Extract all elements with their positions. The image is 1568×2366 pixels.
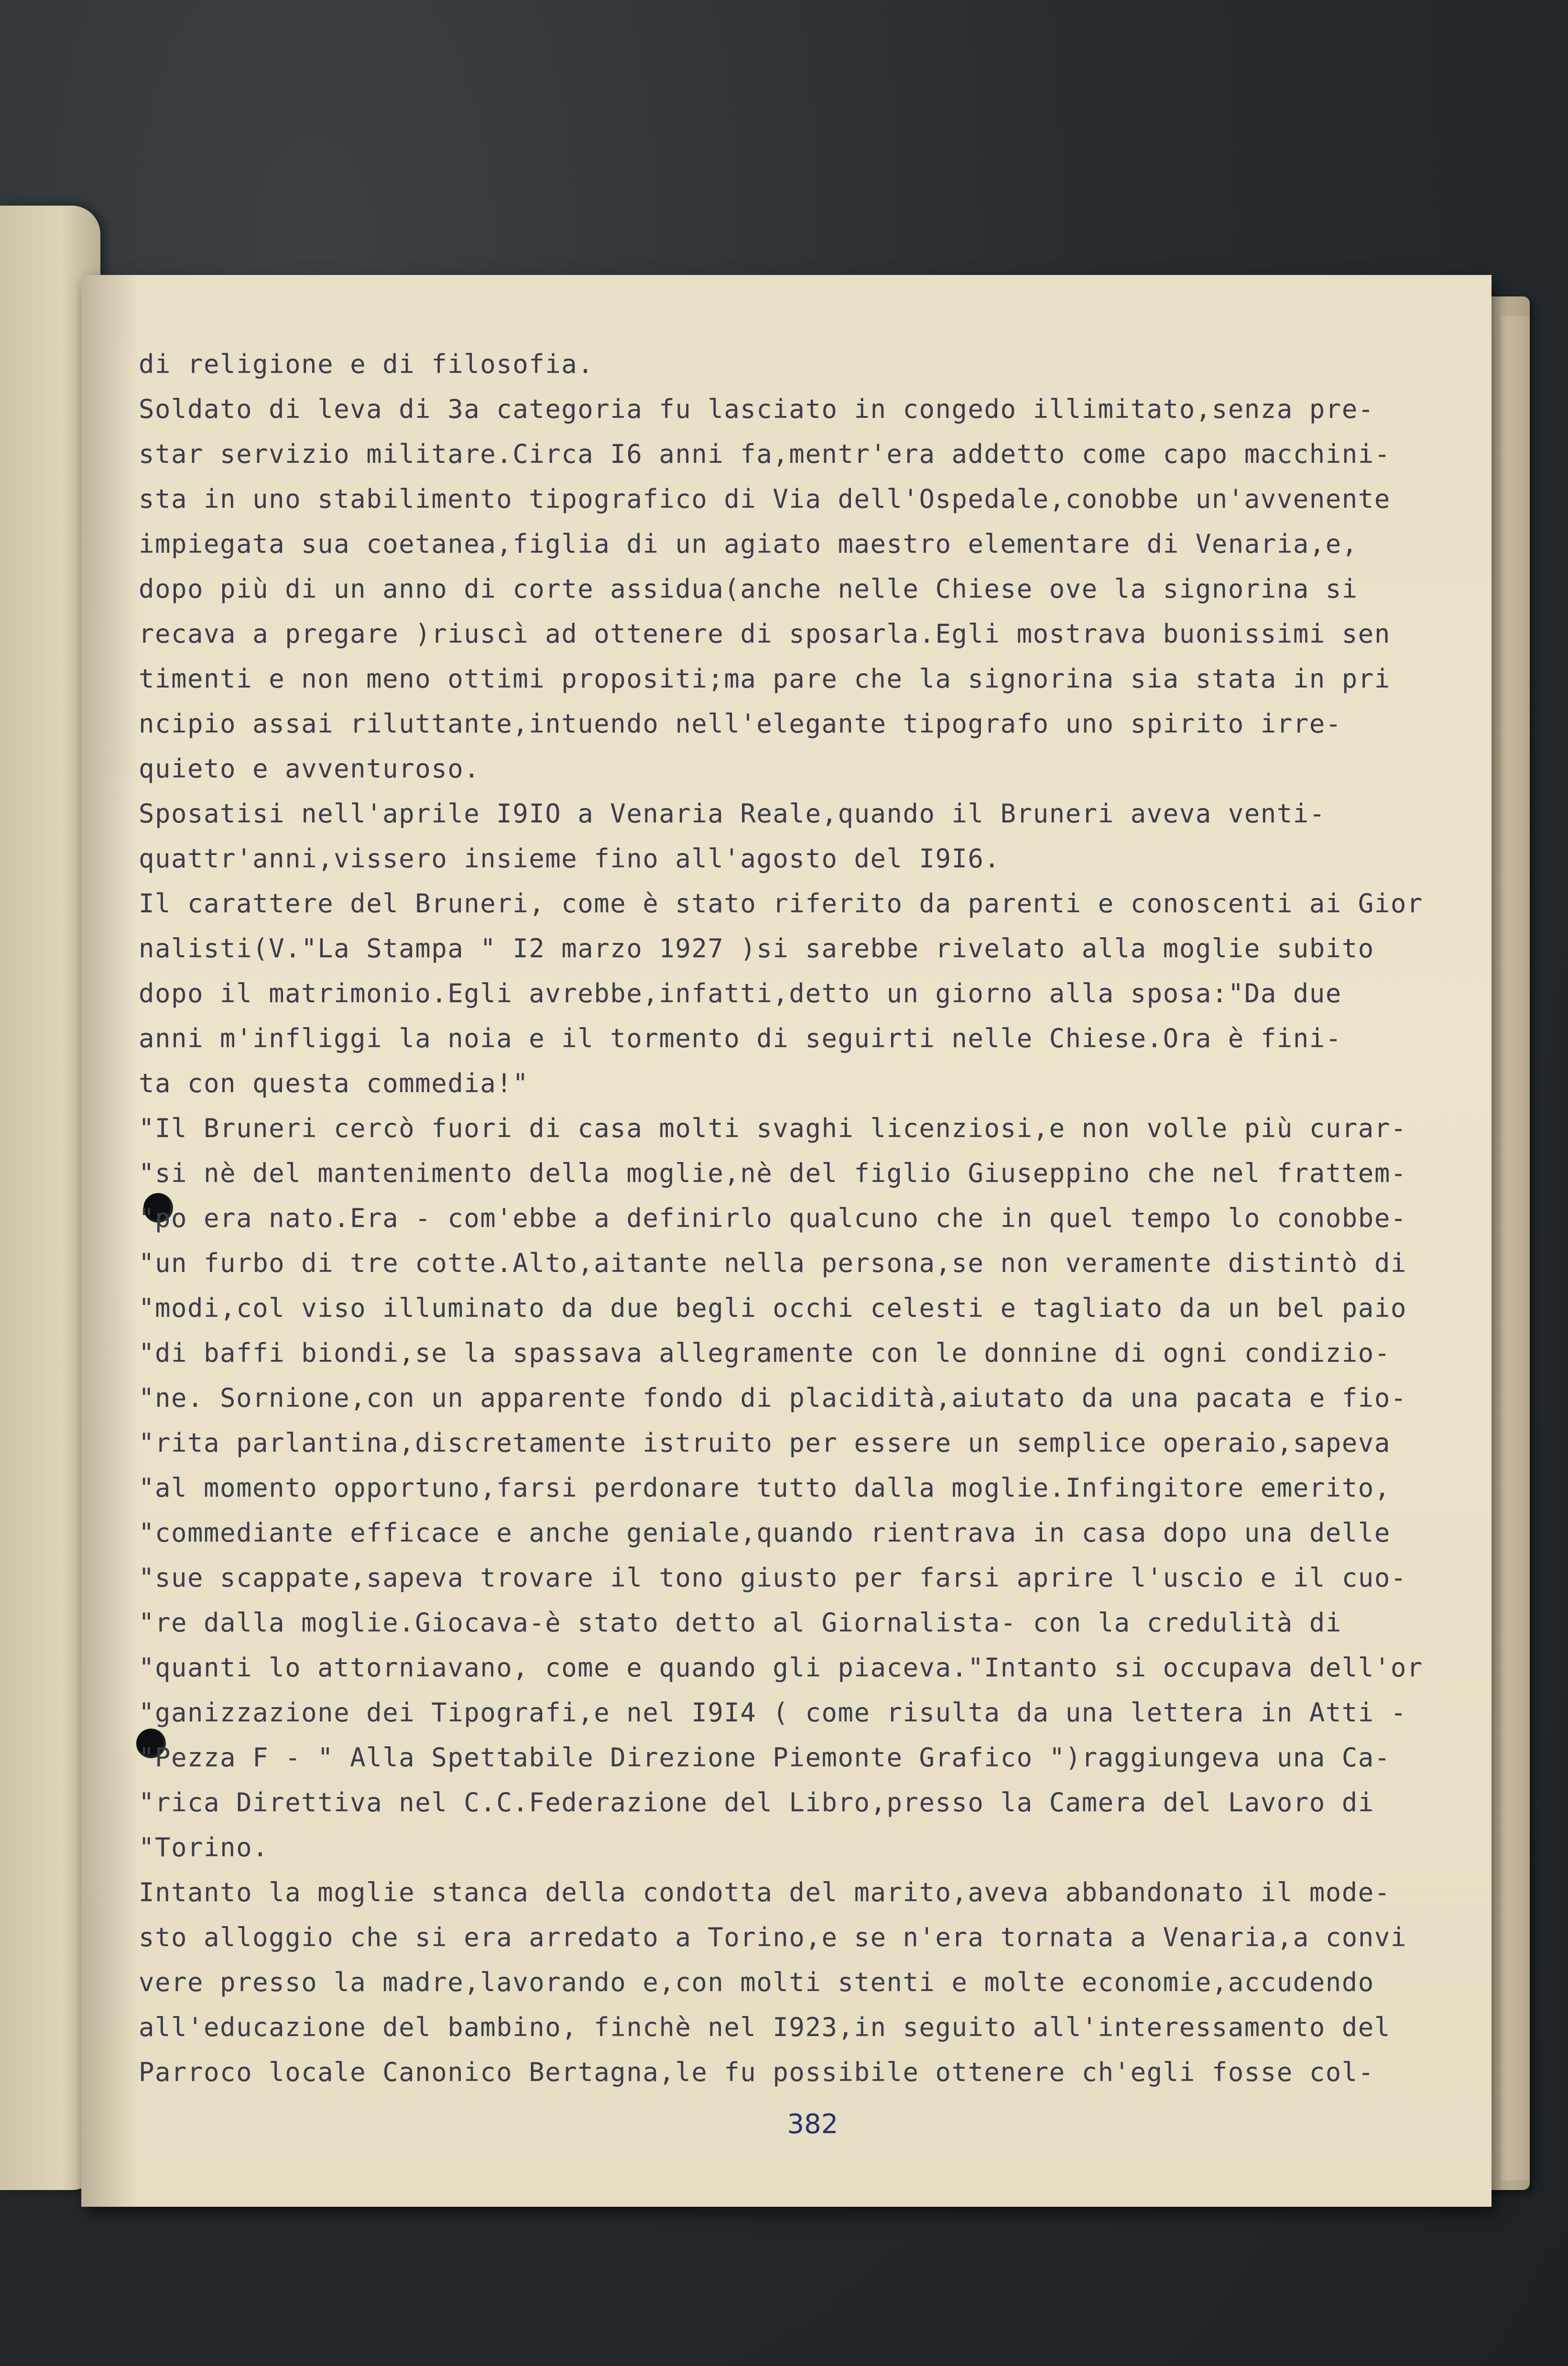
text-line: Parroco locale Canonico Bertagna,le fu possibile ottenere ch'egli fosse col- xyxy=(139,2057,1374,2087)
text-line: vere presso la madre,lavorando e,con molti stenti e molte economie,accudendo xyxy=(139,1967,1374,1997)
text-line: all'educazione del bambino, finchè nel I923,in seguito all'interessamento del xyxy=(139,2012,1391,2042)
text-line: quattr'anni,vissero insieme fino all'agosto del I9I6. xyxy=(139,843,1001,874)
page-number: 382 xyxy=(787,2109,838,2140)
text-line: sta in uno stabilimento tipografico di Via dell'Ospedale,conobbe un'avvenente xyxy=(139,484,1391,514)
text-line: "ganizzazione dei Tipografi,e nel I9I4 ( come risulta da una lettera in Atti - xyxy=(139,1698,1407,1728)
text-line: nalisti(V."La Stampa " I2 marzo 1927 )si sarebbe rivelato alla moglie subito xyxy=(139,933,1374,964)
text-line: sto alloggio che si era arredato a Torino,e se n'era tornata a Venaria,a convi xyxy=(139,1922,1407,1952)
text-line: timenti e non meno ottimi propositi;ma pare che la signorina sia stata in pri xyxy=(139,664,1391,694)
text-line: ta con questa commedia!" xyxy=(139,1068,529,1098)
text-line: ncipio assai riluttante,intuendo nell'elegante tipografo uno spirito irre- xyxy=(139,709,1342,739)
text-line: "quanti lo attorniavano, come e quando gli piaceva."Intanto si occupava dell'or xyxy=(139,1653,1423,1683)
text-line: "si nè del mantenimento della moglie,nè del figlio Giuseppino che nel frattem- xyxy=(139,1158,1407,1188)
text-line: "po era nato.Era - com'ebbe a definirlo qualcuno che in quel tempo lo conobbe- xyxy=(139,1203,1407,1233)
text-line: "sue scappate,sapeva trovare il tono giusto per farsi aprire l'uscio e il cuo- xyxy=(139,1563,1407,1593)
text-line: "Il Bruneri cercò fuori di casa molti svaghi licenziosi,e non volle più curar- xyxy=(139,1113,1407,1143)
text-line: impiegata sua coetanea,figlia di un agiato maestro elementare di Venaria,e, xyxy=(139,529,1358,559)
text-line: quieto e avventuroso. xyxy=(139,754,480,784)
text-line: "rita parlantina,discretamente istruito per essere un semplice operaio,sapeva xyxy=(139,1428,1391,1458)
text-line: dopo più di un anno di corte assidua(anche nelle Chiese ove la signorina si xyxy=(139,574,1358,604)
text-line: "di baffi biondi,se la spassava allegramente con le donnine di ogni condizio- xyxy=(139,1338,1391,1368)
text-line: "al momento opportuno,farsi perdonare tutto dalla moglie.Infingitore emerito, xyxy=(139,1473,1391,1503)
text-line: "commediante efficace e anche geniale,quando rientrava in casa dopo una delle xyxy=(139,1518,1391,1548)
text-line: anni m'infliggi la noia e il tormento di seguirti nelle Chiese.Ora è fini- xyxy=(139,1023,1342,1053)
text-line: dopo il matrimonio.Egli avrebbe,infatti,detto un giorno alla sposa:"Da due xyxy=(139,978,1342,1008)
text-line: "Pezza F - " Alla Spettabile Direzione Piemonte Grafico ")raggiungeva una Ca- xyxy=(139,1742,1391,1773)
typewritten-text xyxy=(139,342,1458,2095)
text-line: "re dalla moglie.Giocava-è stato detto al Giornalista- con la credulità di xyxy=(139,1608,1342,1638)
text-line: star servizio militare.Circa I6 anni fa,mentr'era addetto come capo macchini- xyxy=(139,439,1391,469)
text-line: Sposatisi nell'aprile I9IO a Venaria Reale,quando il Bruneri aveva venti- xyxy=(139,799,1326,829)
text-line: "rica Direttiva nel C.C.Federazione del Libro,presso la Camera del Lavoro di xyxy=(139,1787,1374,1818)
text-line: di religione e di filosofia. xyxy=(139,349,594,379)
text-line: "ne. Sornione,con un apparente fondo di placidità,aiutato da una pacata e fio- xyxy=(139,1383,1407,1413)
text-line: Intanto la moglie stanca della condotta del marito,aveva abbandonato il mode- xyxy=(139,1877,1391,1907)
text-line: "Torino. xyxy=(139,1832,269,1862)
page-stack-edge-inner xyxy=(1501,316,1530,2180)
text-line: Il carattere del Bruneri, come è stato riferito da parenti e conoscenti ai Gior xyxy=(139,888,1423,919)
text-line: recava a pregare )riuscì ad ottenere di sposarla.Egli mostrava buonissimi sen xyxy=(139,619,1391,649)
text-line: "un furbo di tre cotte.Alto,aitante nella persona,se non veramente distintò di xyxy=(139,1248,1407,1278)
text-line: "modi,col viso illuminato da due begli occhi celesti e tagliato da un bel paio xyxy=(139,1293,1407,1323)
text-line: Soldato di leva di 3a categoria fu lasciato in congedo illimitato,senza pre- xyxy=(139,394,1374,424)
